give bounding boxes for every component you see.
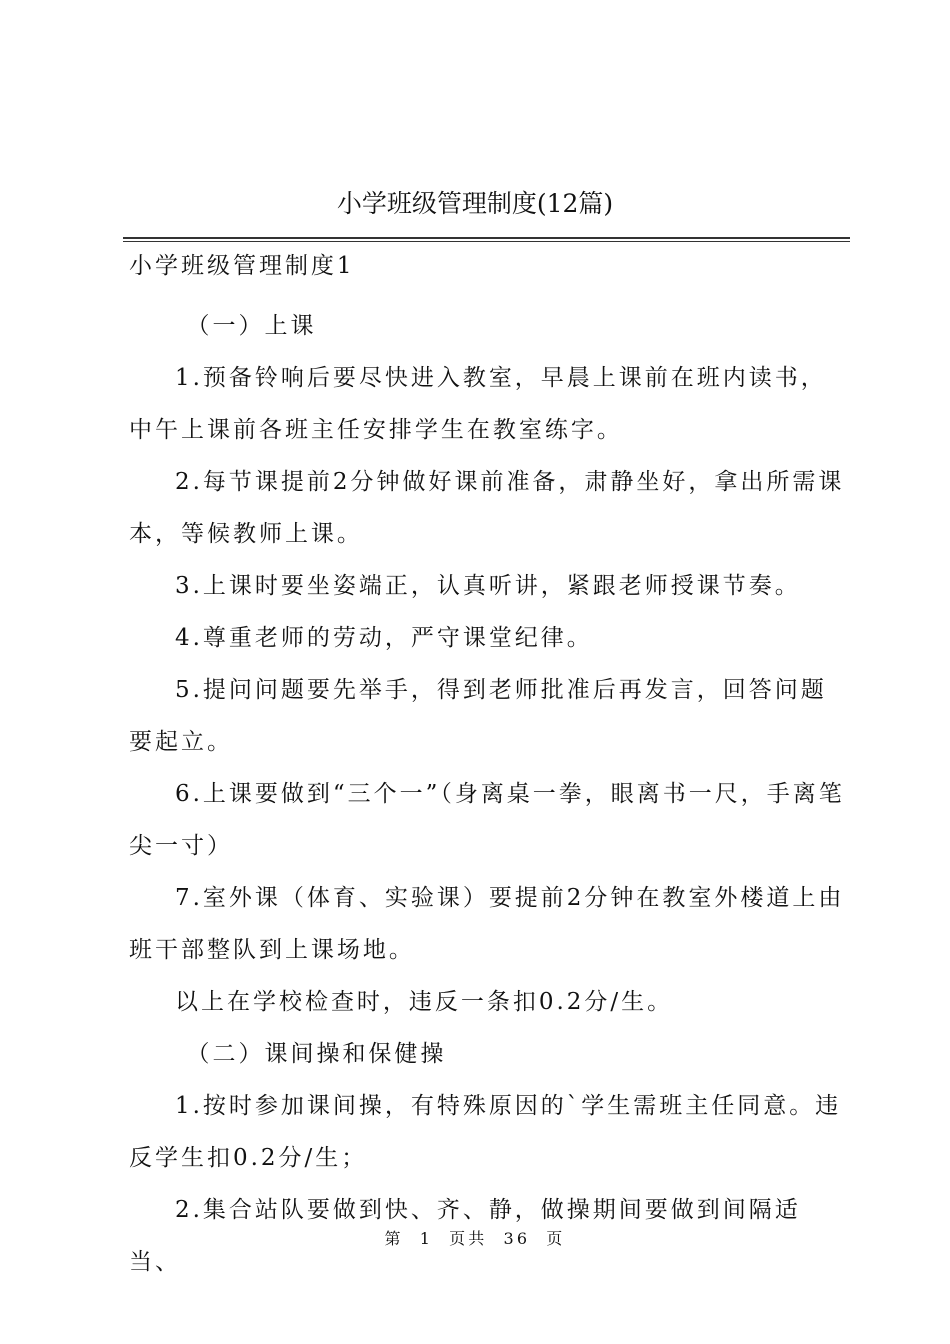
paragraph: 3.上课时要坐姿端正，认真听讲，紧跟老师授课节奏。 [175, 573, 801, 599]
footer-label: 页共 [449, 1229, 488, 1248]
paragraph: 7.室外课（体育、实验课）要提前2分钟在教室外楼道上由班干部整队到上课场地。 [129, 885, 845, 963]
paragraph: 5.提问问题要先举手，得到老师批准后再发言，回答问题要起立。 [129, 677, 827, 755]
paragraph: 4.尊重老师的劳动，严守课堂纪律。 [175, 625, 593, 651]
title-divider [123, 237, 850, 242]
subsection-heading-exercise: （二）课间操和保健操 [186, 1041, 447, 1067]
section-heading: 小学班级管理制度1 [129, 253, 355, 279]
paragraph: 2.每节课提前2分钟做好课前准备，肃静坐好，拿出所需课本，等候教师上课。 [129, 469, 845, 547]
paragraph: 1.按时参加课间操，有特殊原因的`学生需班主任同意。违反学生扣0.2分/生； [129, 1093, 842, 1171]
page-footer [0, 1226, 950, 1249]
footer-label: 第 [384, 1229, 404, 1248]
total-pages: 36 [503, 1229, 531, 1248]
document-title: 小学班级管理制度(12篇) [336, 189, 614, 218]
paragraph: 6.上课要做到“三个一”（身离桌一拳，眼离书一尺，手离笔尖一寸） [129, 781, 845, 859]
paragraph: 2.集合站队要做到快、齐、静，做操期间要做到间隔适当、 [129, 1197, 801, 1275]
subsection-heading-class: （一）上课 [186, 313, 317, 339]
paragraph: 以上在学校检查时，违反一条扣0.2分/生。 [175, 989, 674, 1015]
page-number: 1 [419, 1229, 434, 1248]
footer-label: 页 [546, 1229, 566, 1248]
paragraph: 1.预备铃响后要尽快进入教室，早晨上课前在班内读书，中午上课前各班主任安排学生在教室练字。 [129, 365, 827, 443]
document-body [129, 246, 847, 1288]
